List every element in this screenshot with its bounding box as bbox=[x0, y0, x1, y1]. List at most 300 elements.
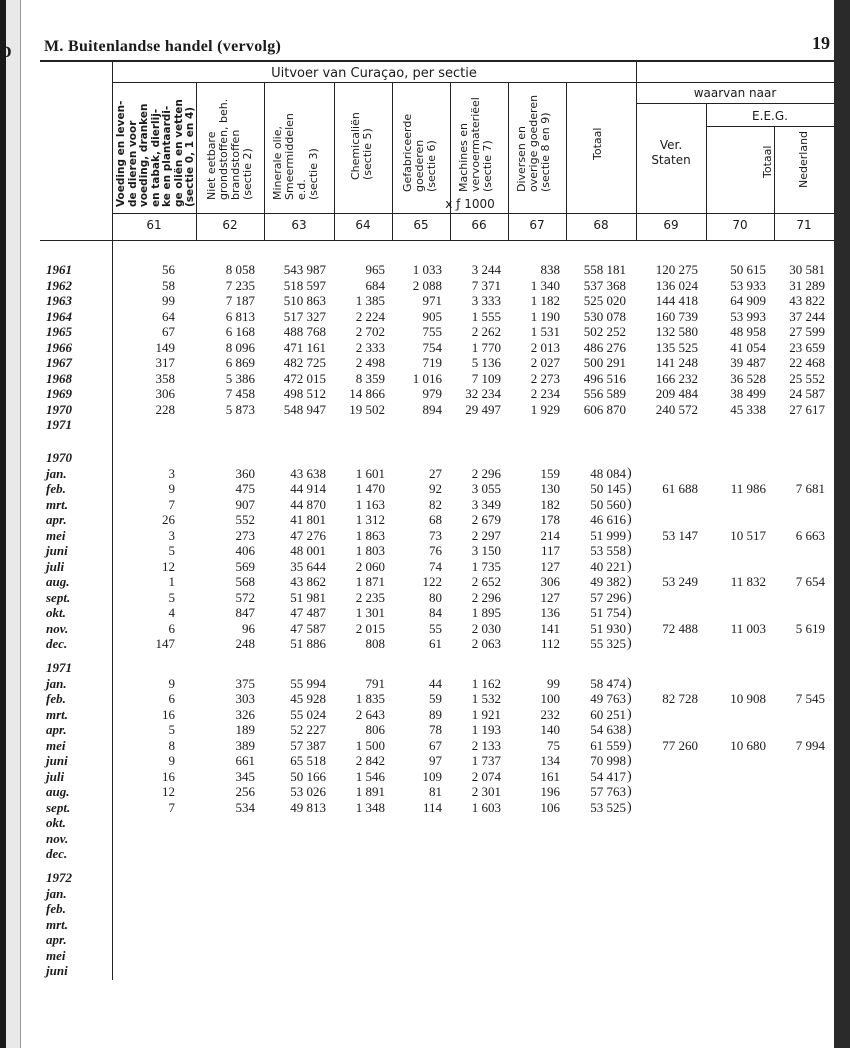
table-cell: 7 235 bbox=[225, 277, 255, 293]
table-cell: 2 262 bbox=[471, 324, 501, 339]
quarter-brace: ) bbox=[627, 465, 632, 481]
table-cell: 182 bbox=[540, 496, 560, 512]
table-cell: 75 bbox=[547, 737, 560, 753]
table-cell: 53 993 bbox=[730, 308, 766, 324]
row-label-month: mei bbox=[46, 737, 66, 753]
row-label-year: 1970 bbox=[46, 450, 72, 465]
table-cell: 112 bbox=[540, 636, 560, 651]
table-cell: 27 599 bbox=[789, 324, 825, 339]
table-cell: 525 020 bbox=[583, 293, 626, 308]
table-cell: 6 813 bbox=[225, 308, 255, 324]
table-cell: 109 bbox=[422, 768, 442, 784]
table-cell: 72 488 bbox=[662, 620, 698, 636]
row-label-year: 1971 bbox=[46, 417, 72, 432]
quarter-brace: ) bbox=[627, 753, 632, 768]
table-cell: 256 bbox=[235, 784, 255, 799]
table-cell: 534 bbox=[235, 799, 255, 815]
table-cell: 57 296 bbox=[590, 589, 626, 605]
table-cell: 45 338 bbox=[730, 401, 766, 417]
table-cell: 1 385 bbox=[355, 293, 385, 308]
stub-bottom-rule bbox=[40, 240, 112, 241]
quarter-brace: ) bbox=[627, 527, 632, 543]
row-label-month: apr. bbox=[46, 512, 67, 527]
table-cell: 67 bbox=[429, 737, 442, 753]
table-cell: 2 702 bbox=[355, 324, 385, 339]
table-cell: 389 bbox=[235, 737, 255, 753]
row-label-year: 1972 bbox=[46, 870, 72, 885]
table-cell: 7 545 bbox=[795, 691, 825, 706]
top-rule bbox=[40, 60, 834, 62]
table-cell: 10 517 bbox=[730, 527, 766, 543]
table-cell: 140 bbox=[540, 722, 560, 737]
quarter-brace: ) bbox=[627, 543, 632, 558]
table-cell: 35 644 bbox=[290, 558, 326, 574]
row-label-month: juni bbox=[46, 543, 68, 558]
col63-64-divider bbox=[334, 82, 335, 240]
table-cell: 1 033 bbox=[412, 262, 442, 277]
table-cell: 64 909 bbox=[730, 293, 766, 308]
row-label-month: mrt. bbox=[46, 496, 69, 512]
table-cell: 9 bbox=[168, 481, 175, 496]
table-cell: 1 891 bbox=[355, 784, 385, 799]
table-cell: 754 bbox=[422, 339, 442, 355]
table-cell: 2 273 bbox=[530, 370, 560, 386]
table-cell: 122 bbox=[422, 574, 442, 589]
table-cell: 96 bbox=[242, 620, 255, 636]
table-cell: 53 249 bbox=[662, 574, 698, 589]
table-cell: 905 bbox=[422, 308, 442, 324]
table-cell: 1 555 bbox=[471, 308, 501, 324]
table-cell: 2 235 bbox=[355, 589, 385, 605]
row-label-month: jan. bbox=[46, 885, 67, 901]
table-cell: 45 928 bbox=[290, 691, 326, 706]
table-cell: 500 291 bbox=[583, 355, 626, 370]
table-cell: 1 193 bbox=[471, 722, 501, 737]
table-cell: 100 bbox=[540, 691, 560, 706]
table-cell: 189 bbox=[235, 722, 255, 737]
table-cell: 5 bbox=[168, 543, 175, 558]
row-label-month: mei bbox=[46, 527, 66, 543]
quarter-brace: ) bbox=[627, 784, 632, 799]
column-number: 67 bbox=[529, 218, 545, 232]
table-cell: 5 bbox=[168, 722, 175, 737]
table-cell: 1 470 bbox=[355, 481, 385, 496]
table-cell: 3 244 bbox=[471, 262, 501, 277]
table-cell: 27 bbox=[429, 465, 442, 481]
table-cell: 510 863 bbox=[283, 293, 326, 308]
table-cell: 1 929 bbox=[530, 401, 560, 417]
table-cell: 44 bbox=[429, 675, 442, 691]
table-cell: 58 474 bbox=[590, 675, 626, 691]
table-cell: 1 835 bbox=[355, 691, 385, 706]
table-cell: 55 024 bbox=[290, 706, 326, 722]
table-cell: 47 587 bbox=[290, 620, 326, 636]
table-cell: 317 bbox=[155, 355, 175, 370]
table-cell: 1 921 bbox=[471, 706, 501, 722]
column-number: 65 bbox=[413, 218, 429, 232]
table-cell: 2 060 bbox=[355, 558, 385, 574]
row-label-month: dec. bbox=[46, 846, 68, 861]
table-cell: 7 187 bbox=[225, 293, 255, 308]
row-label-month: feb. bbox=[46, 901, 66, 916]
table-cell: 40 221 bbox=[590, 558, 626, 574]
table-cell: 1 770 bbox=[471, 339, 501, 355]
col67-header: Diversen en overige goederen (sectie 8 en 9) bbox=[515, 94, 552, 192]
table-cell: 50 560 bbox=[590, 496, 626, 512]
waarvan-rule bbox=[636, 103, 834, 104]
table-cell: 5 873 bbox=[225, 401, 255, 417]
table-cell: 979 bbox=[422, 386, 442, 401]
table-cell: 1 301 bbox=[355, 605, 385, 620]
table-cell: 196 bbox=[540, 784, 560, 799]
table-cell: 12 bbox=[162, 558, 175, 574]
table-cell: 50 145 bbox=[590, 481, 626, 496]
table-cell: 7 654 bbox=[795, 574, 825, 589]
row-label-month: feb. bbox=[46, 481, 66, 496]
table-cell: 80 bbox=[429, 589, 442, 605]
quarter-brace: ) bbox=[627, 512, 632, 527]
table-cell: 530 078 bbox=[583, 308, 626, 324]
table-cell: 65 518 bbox=[290, 753, 326, 768]
col62-header: Niet eetbare grondstoffen, beh. brandstoffen (sectie 2) bbox=[205, 98, 254, 200]
table-cell: 3 349 bbox=[471, 496, 501, 512]
table-cell: 53 933 bbox=[730, 277, 766, 293]
table-cell: 47 276 bbox=[290, 527, 326, 543]
table-cell: 8 359 bbox=[355, 370, 385, 386]
table-cell: 1 340 bbox=[530, 277, 560, 293]
table-cell: 606 870 bbox=[583, 401, 626, 417]
table-cell: 965 bbox=[365, 262, 385, 277]
table-cell: 38 499 bbox=[730, 386, 766, 401]
quarter-brace: ) bbox=[627, 737, 632, 753]
table-cell: 1 863 bbox=[355, 527, 385, 543]
table-cell: 1 803 bbox=[355, 543, 385, 558]
table-cell: 2 224 bbox=[355, 308, 385, 324]
table-cell: 51 754 bbox=[590, 605, 626, 620]
table-cell: 3 055 bbox=[471, 481, 501, 496]
table-cell: 1 500 bbox=[355, 737, 385, 753]
table-cell: 178 bbox=[540, 512, 560, 527]
colnum-top-rule bbox=[112, 213, 834, 214]
quarter-brace: ) bbox=[627, 605, 632, 620]
table-cell: 147 bbox=[155, 636, 175, 651]
table-cell: 1 190 bbox=[530, 308, 560, 324]
table-cell: 360 bbox=[235, 465, 255, 481]
table-cell: 537 368 bbox=[583, 277, 626, 293]
table-cell: 3 bbox=[168, 465, 175, 481]
table-cell: 2 234 bbox=[530, 386, 560, 401]
group-title-rule bbox=[112, 82, 834, 83]
row-label-month: aug. bbox=[46, 784, 70, 799]
row-label-month: juni bbox=[46, 753, 68, 768]
quarter-brace: ) bbox=[627, 574, 632, 589]
row-label-month: mrt. bbox=[46, 916, 69, 932]
table-cell: 558 181 bbox=[583, 262, 626, 277]
table-cell: 52 227 bbox=[290, 722, 326, 737]
col66-67-divider bbox=[508, 82, 509, 240]
table-cell: 1 737 bbox=[471, 753, 501, 768]
table-cell: 68 bbox=[429, 512, 442, 527]
table-cell: 232 bbox=[540, 706, 560, 722]
table-cell: 82 728 bbox=[662, 691, 698, 706]
table-cell: 5 136 bbox=[471, 355, 501, 370]
table-cell: 117 bbox=[540, 543, 560, 558]
table-cell: 49 813 bbox=[290, 799, 326, 815]
table-cell: 55 bbox=[429, 620, 442, 636]
table-cell: 4 bbox=[168, 605, 175, 620]
row-label-year: 1963 bbox=[46, 293, 72, 308]
table-cell: 684 bbox=[365, 277, 385, 293]
waarvan-naar-label: waarvan naar bbox=[693, 86, 777, 100]
quarter-brace: ) bbox=[627, 558, 632, 574]
table-cell: 2 297 bbox=[471, 527, 501, 543]
group-title: Uitvoer van Curaçao, per sectie bbox=[271, 66, 477, 81]
table-cell: 81 bbox=[429, 784, 442, 799]
table-cell: 1 348 bbox=[355, 799, 385, 815]
table-cell: 89 bbox=[429, 706, 442, 722]
table-cell: 141 248 bbox=[655, 355, 698, 370]
col67-68-divider bbox=[566, 82, 567, 240]
row-label-year: 1970 bbox=[46, 401, 72, 417]
col61-header: Voeding en leven- de dieren voor voeding, dranken en tabak, dierlij- ke en plantaardi- ge oliën en vetten (sectie 0, 1 en 4) bbox=[115, 99, 196, 207]
table-cell: 41 054 bbox=[730, 339, 766, 355]
table-cell: 74 bbox=[429, 558, 442, 574]
table-cell: 847 bbox=[235, 605, 255, 620]
table-cell: 51 930 bbox=[590, 620, 626, 636]
table-cell: 1 546 bbox=[355, 768, 385, 784]
page-right-edge bbox=[834, 0, 850, 1048]
table-cell: 2 074 bbox=[471, 768, 501, 784]
table-cell: 406 bbox=[235, 543, 255, 558]
row-label-month: juli bbox=[46, 558, 65, 574]
table-cell: 552 bbox=[235, 512, 255, 527]
table-cell: 43 822 bbox=[789, 293, 825, 308]
table-cell: 228 bbox=[155, 401, 175, 417]
table-cell: 136 024 bbox=[655, 277, 698, 293]
table-cell: 3 150 bbox=[471, 543, 501, 558]
table-cell: 8 058 bbox=[225, 262, 255, 277]
eeg-rule bbox=[706, 126, 834, 127]
table-cell: 97 bbox=[429, 753, 442, 768]
row-label-month: juli bbox=[46, 768, 65, 784]
table-cell: 358 bbox=[155, 370, 175, 386]
table-cell: 548 947 bbox=[283, 401, 326, 417]
table-cell: 49 763 bbox=[590, 691, 626, 706]
table-cell: 1 182 bbox=[530, 293, 560, 308]
table-cell: 568 bbox=[235, 574, 255, 589]
table-cell: 482 725 bbox=[283, 355, 326, 370]
row-label-month: nov. bbox=[46, 830, 69, 846]
table-cell: 55 994 bbox=[290, 675, 326, 691]
table-cell: 135 525 bbox=[655, 339, 698, 355]
column-number: 64 bbox=[355, 218, 371, 232]
table-cell: 719 bbox=[422, 355, 442, 370]
row-label-year: 1968 bbox=[46, 370, 72, 386]
table-cell: 2 333 bbox=[355, 339, 385, 355]
table-cell: 306 bbox=[155, 386, 175, 401]
quarter-brace: ) bbox=[627, 675, 632, 691]
table-cell: 6 869 bbox=[225, 355, 255, 370]
col62-63-divider bbox=[264, 82, 265, 240]
table-cell: 3 bbox=[168, 527, 175, 543]
table-cell: 7 371 bbox=[471, 277, 501, 293]
table-cell: 6 663 bbox=[795, 527, 825, 543]
row-label-month: sept. bbox=[46, 589, 71, 605]
table-cell: 306 bbox=[540, 574, 560, 589]
table-cell: 2 679 bbox=[471, 512, 501, 527]
table-cell: 43 638 bbox=[290, 465, 326, 481]
table-cell: 99 bbox=[162, 293, 175, 308]
col69-header: Ver. Staten bbox=[651, 138, 691, 167]
table-cell: 791 bbox=[365, 675, 385, 691]
quarter-brace: ) bbox=[627, 691, 632, 706]
row-label-month: mrt. bbox=[46, 706, 69, 722]
table-cell: 6 168 bbox=[225, 324, 255, 339]
row-label-month: sept. bbox=[46, 799, 71, 815]
table-cell: 1 603 bbox=[471, 799, 501, 815]
table-cell: 2 063 bbox=[471, 636, 501, 651]
table-cell: 3 333 bbox=[471, 293, 501, 308]
table-cell: 5 bbox=[168, 589, 175, 605]
table-cell: 25 552 bbox=[789, 370, 825, 386]
page-number: 19 bbox=[812, 33, 830, 53]
table-cell: 1 162 bbox=[471, 675, 501, 691]
column-number: 70 bbox=[732, 218, 748, 232]
row-label-month: feb. bbox=[46, 691, 66, 706]
column-number: 62 bbox=[222, 218, 238, 232]
table-cell: 55 325 bbox=[590, 636, 626, 651]
table-cell: 502 252 bbox=[583, 324, 626, 339]
table-cell: 61 688 bbox=[662, 481, 698, 496]
col64-65-divider bbox=[392, 82, 393, 240]
left-margin-mark: D bbox=[0, 44, 12, 61]
table-cell: 58 bbox=[162, 277, 175, 293]
table-cell: 7 109 bbox=[471, 370, 501, 386]
table-cell: 32 234 bbox=[465, 386, 501, 401]
table-cell: 6 bbox=[168, 691, 175, 706]
table-cell: 273 bbox=[235, 527, 255, 543]
table-cell: 57 387 bbox=[290, 737, 326, 753]
table-cell: 2 301 bbox=[471, 784, 501, 799]
table-cell: 10 680 bbox=[730, 737, 766, 753]
table-cell: 41 801 bbox=[290, 512, 326, 527]
table-cell: 326 bbox=[235, 706, 255, 722]
table-cell: 134 bbox=[540, 753, 560, 768]
table-cell: 1 601 bbox=[355, 465, 385, 481]
table-cell: 60 251 bbox=[590, 706, 626, 722]
table-cell: 48 084 bbox=[590, 465, 626, 481]
table-cell: 2 842 bbox=[355, 753, 385, 768]
table-cell: 838 bbox=[540, 262, 560, 277]
table-cell: 106 bbox=[540, 799, 560, 815]
column-number: 71 bbox=[796, 218, 812, 232]
table-cell: 1 163 bbox=[355, 496, 385, 512]
table-cell: 894 bbox=[422, 401, 442, 417]
col65-66-divider bbox=[450, 82, 451, 240]
table-cell: 475 bbox=[235, 481, 255, 496]
table-cell: 70 998 bbox=[590, 753, 626, 768]
table-cell: 2 030 bbox=[471, 620, 501, 636]
table-cell: 8 096 bbox=[225, 339, 255, 355]
stub-body-divider bbox=[112, 240, 113, 980]
table-cell: 53 558 bbox=[590, 543, 626, 558]
table-cell: 2 133 bbox=[471, 737, 501, 753]
table-cell: 136 bbox=[540, 605, 560, 620]
table-cell: 31 289 bbox=[789, 277, 825, 293]
table-cell: 149 bbox=[155, 339, 175, 355]
table-cell: 8 bbox=[168, 737, 175, 753]
table-cell: 114 bbox=[422, 799, 442, 815]
table-cell: 51 886 bbox=[290, 636, 326, 651]
header-bottom-rule bbox=[112, 240, 834, 241]
table-cell: 1 016 bbox=[412, 370, 442, 386]
unit-label: x ƒ 1000 bbox=[445, 197, 495, 211]
row-label-year: 1966 bbox=[46, 339, 72, 355]
table-cell: 7 bbox=[168, 799, 175, 815]
table-cell: 46 616 bbox=[590, 512, 626, 527]
table-cell: 22 468 bbox=[789, 355, 825, 370]
table-cell: 160 739 bbox=[655, 308, 698, 324]
quarter-brace: ) bbox=[627, 706, 632, 722]
column-number: 69 bbox=[663, 218, 679, 232]
table-cell: 37 244 bbox=[789, 308, 825, 324]
page-binding-shadow bbox=[0, 0, 6, 1048]
table-cell: 2 088 bbox=[412, 277, 442, 293]
table-cell: 44 914 bbox=[290, 481, 326, 496]
table-cell: 214 bbox=[540, 527, 560, 543]
table-cell: 27 617 bbox=[789, 401, 825, 417]
col70-header: Totaal bbox=[761, 145, 774, 178]
table-cell: 2 296 bbox=[471, 465, 501, 481]
table-cell: 572 bbox=[235, 589, 255, 605]
quarter-brace: ) bbox=[627, 481, 632, 496]
row-label-year: 1969 bbox=[46, 386, 72, 401]
table-cell: 1 312 bbox=[355, 512, 385, 527]
table-cell: 50 166 bbox=[290, 768, 326, 784]
table-cell: 130 bbox=[540, 481, 560, 496]
table-cell: 5 386 bbox=[225, 370, 255, 386]
quarter-brace: ) bbox=[627, 496, 632, 512]
col71-header: Nederland bbox=[797, 130, 810, 188]
table-cell: 1 531 bbox=[530, 324, 560, 339]
table-cell: 11 003 bbox=[730, 620, 766, 636]
table-cell: 16 bbox=[162, 706, 175, 722]
table-cell: 92 bbox=[429, 481, 442, 496]
col68-header: Totaal bbox=[591, 127, 604, 160]
table-cell: 498 512 bbox=[283, 386, 326, 401]
table-cell: 48 958 bbox=[730, 324, 766, 339]
table-cell: 496 516 bbox=[583, 370, 626, 386]
table-cell: 5 619 bbox=[795, 620, 825, 636]
table-cell: 59 bbox=[429, 691, 442, 706]
table-cell: 51 999 bbox=[590, 527, 626, 543]
table-cell: 159 bbox=[540, 465, 560, 481]
table-cell: 132 580 bbox=[655, 324, 698, 339]
table-cell: 57 763 bbox=[590, 784, 626, 799]
table-cell: 14 866 bbox=[349, 386, 385, 401]
row-label-month: mei bbox=[46, 947, 66, 963]
page-title: M. Buitenlandse handel (vervolg) bbox=[44, 38, 282, 55]
table-cell: 120 275 bbox=[655, 262, 698, 277]
table-cell: 209 484 bbox=[655, 386, 698, 401]
table-cell: 76 bbox=[429, 543, 442, 558]
table-cell: 29 497 bbox=[465, 401, 501, 417]
table-cell: 30 581 bbox=[789, 262, 825, 277]
table-cell: 64 bbox=[162, 308, 175, 324]
table-cell: 806 bbox=[365, 722, 385, 737]
table-cell: 2 643 bbox=[355, 706, 385, 722]
col64-header: Chemicaliën (sectie 5) bbox=[349, 112, 374, 180]
